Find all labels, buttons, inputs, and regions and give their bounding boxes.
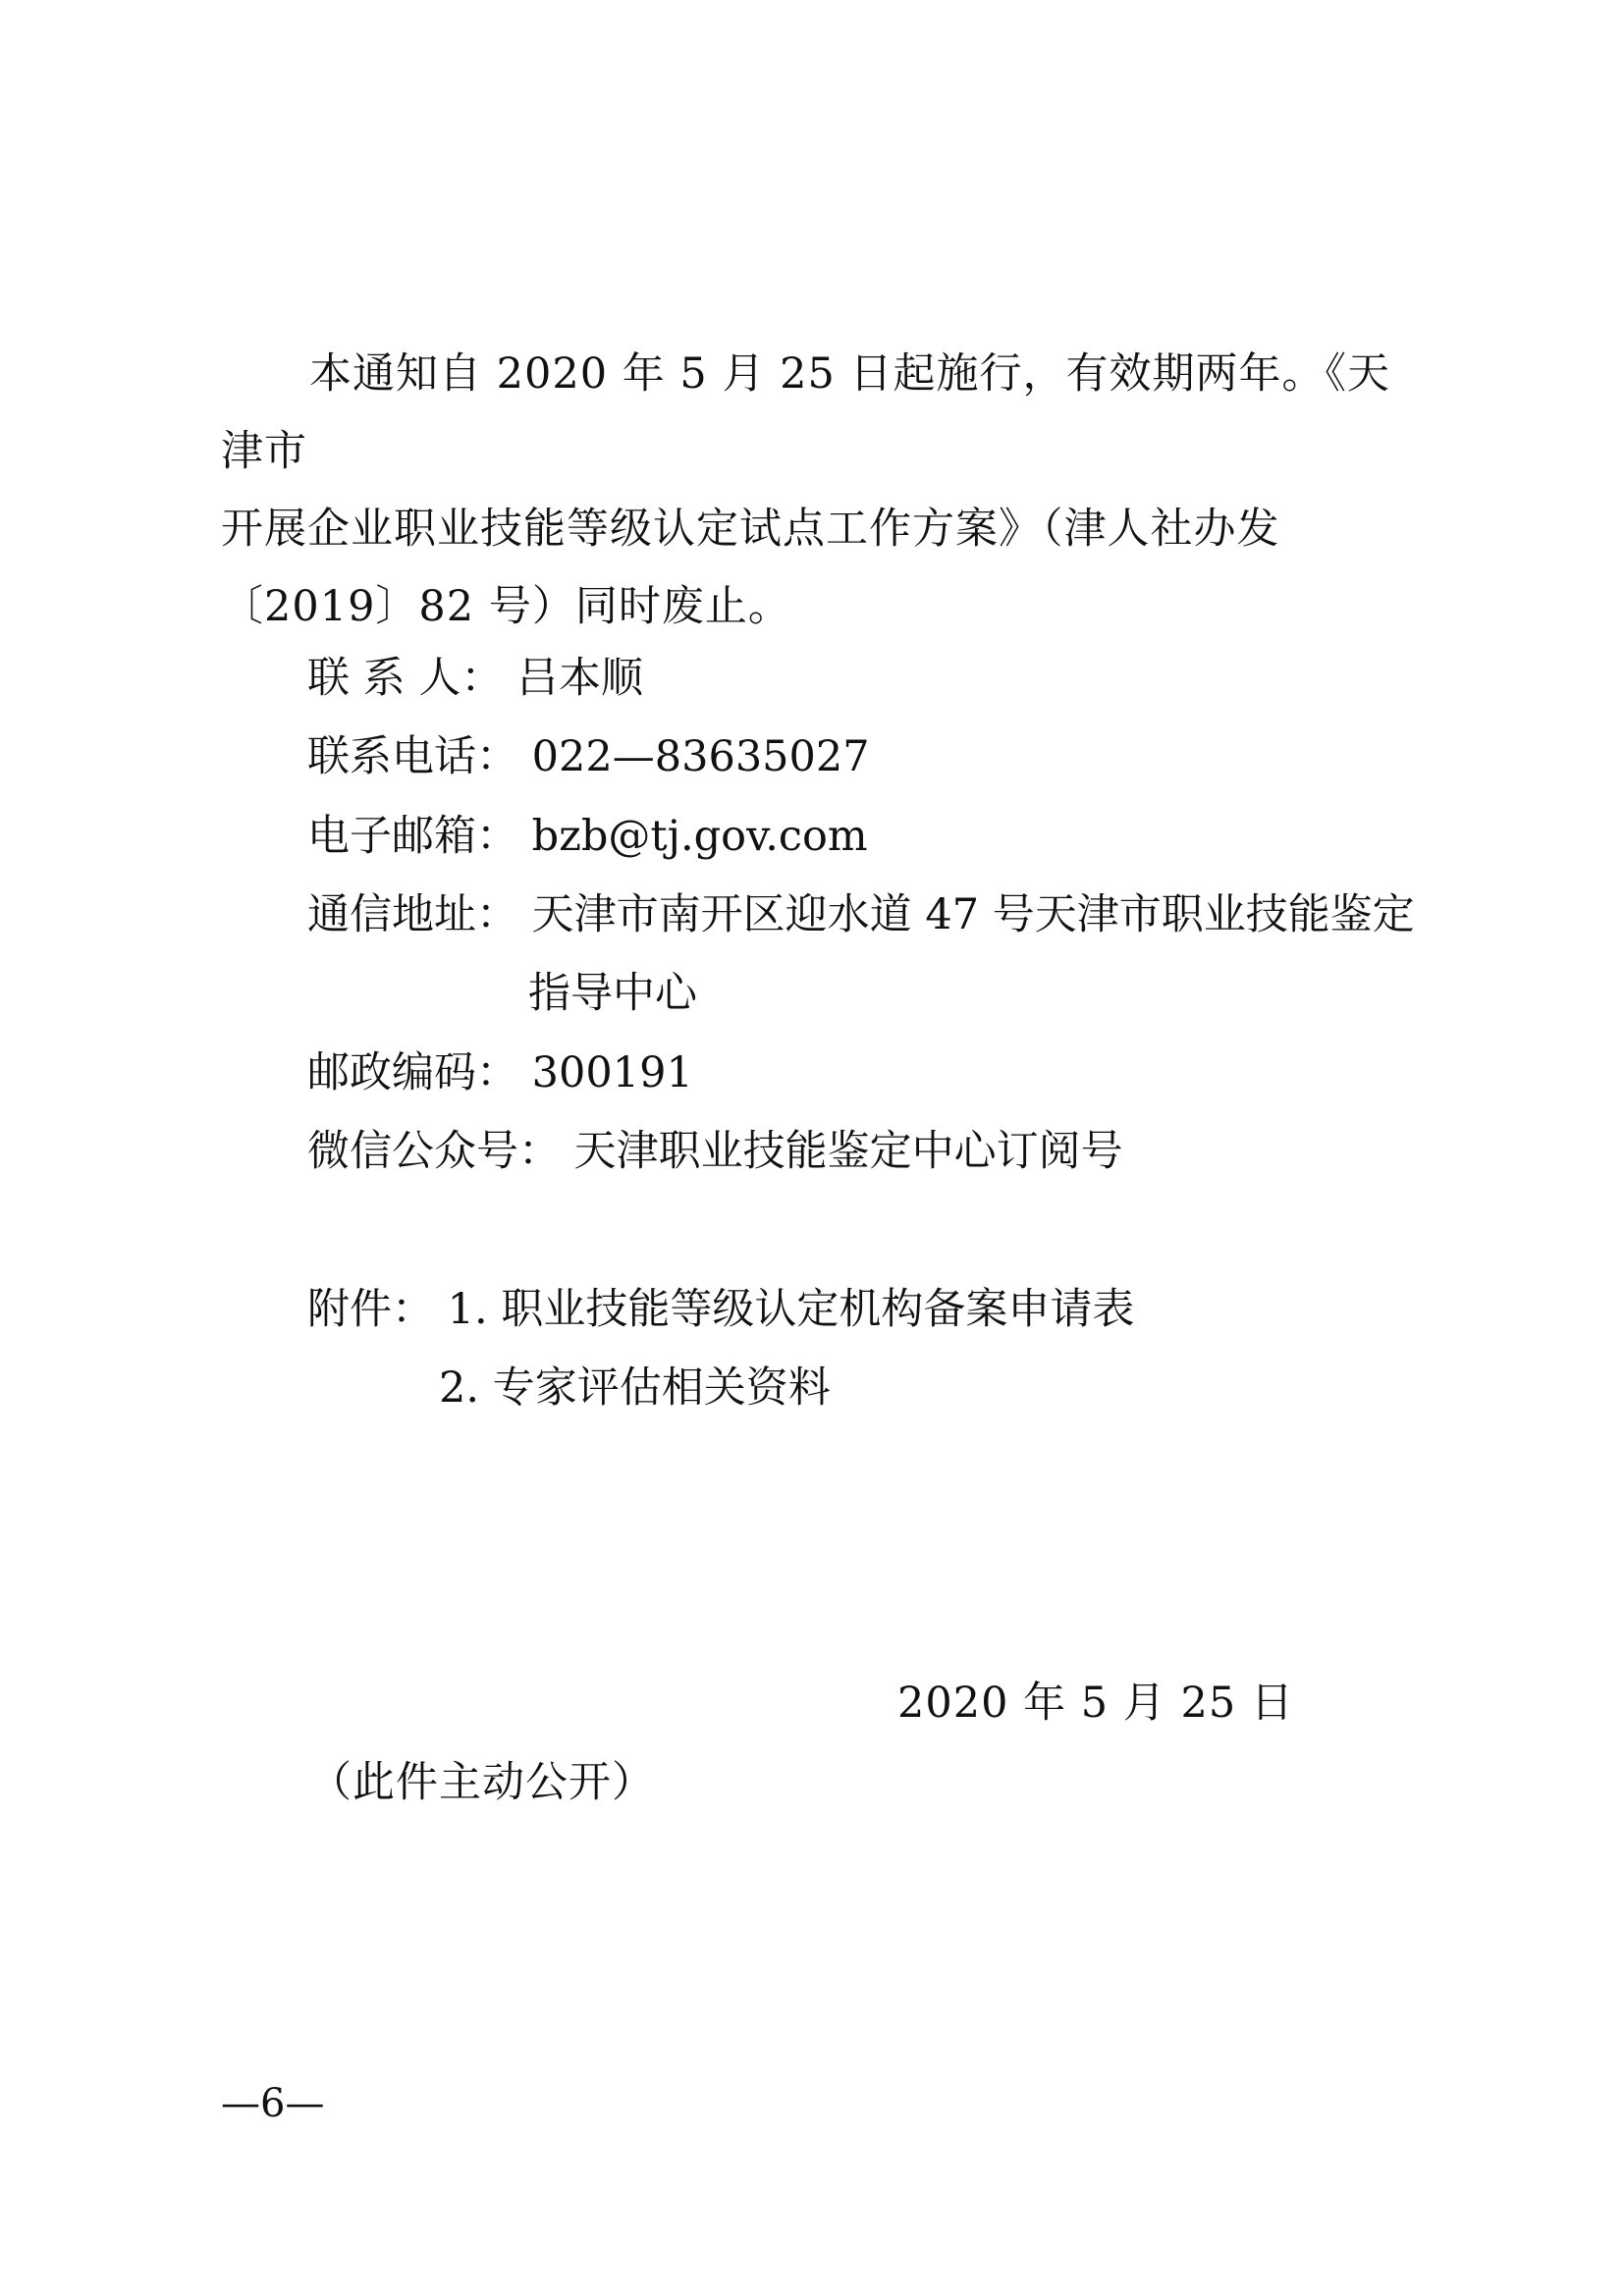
contact-address-row [307,890,1415,939]
attachment-item-2: 2. 专家评估相关资料 [439,1363,831,1413]
attachment-item-1: 1. 职业技能等级认定机构备案申请表 [447,1285,1135,1334]
document-date: 2020 年 5 月 25 日 [897,1679,1294,1728]
attachments-label: 附件： [307,1285,434,1334]
contact-person-row [307,654,644,703]
body-paragraph [221,336,1419,646]
contact-address-value-line-2: 指导中心 [528,969,697,1018]
attachments-row-2 [439,1363,831,1413]
contact-email-row [307,812,868,861]
contact-wechat-row [307,1127,1123,1176]
contact-address-continuation-row [528,969,697,1018]
contact-wechat-label: 微信公众号： [307,1127,561,1176]
contact-address-label: 通信地址： [307,890,518,939]
paragraph-line-3: 〔2019〕82 号）同时废止。 [221,582,791,631]
paragraph-line-1: 本通知自 2020 年 5 月 25 日起施行，有效期两年。《天津市 [221,349,1391,476]
contact-postcode-row [307,1048,693,1097]
page-number: —6— [221,2081,325,2126]
contact-wechat-value: 天津职业技能鉴定中心订阅号 [573,1127,1123,1176]
contact-postcode-value: 300191 [531,1048,693,1097]
disclosure-note: （此件主动公开） [309,1758,655,1807]
paragraph-line-2: 开展企业职业技能等级认定试点工作方案》（津人社办发 [221,505,1280,554]
attachments-row-1 [307,1285,1135,1334]
contact-email-value: bzb@tj.gov.com [531,812,868,861]
contact-address-value-line-1: 天津市南开区迎水道 47 号天津市职业技能鉴定 [531,890,1415,939]
contact-person-label: 联 系 人： [307,654,504,703]
contact-phone-label: 联系电话： [307,732,518,781]
contact-phone-value: 022—83635027 [531,732,870,781]
contact-email-label: 电子邮箱： [307,812,518,861]
contact-person-value: 吕本顺 [516,654,644,703]
contact-phone-row [307,732,870,781]
contact-postcode-label: 邮政编码： [307,1048,518,1097]
